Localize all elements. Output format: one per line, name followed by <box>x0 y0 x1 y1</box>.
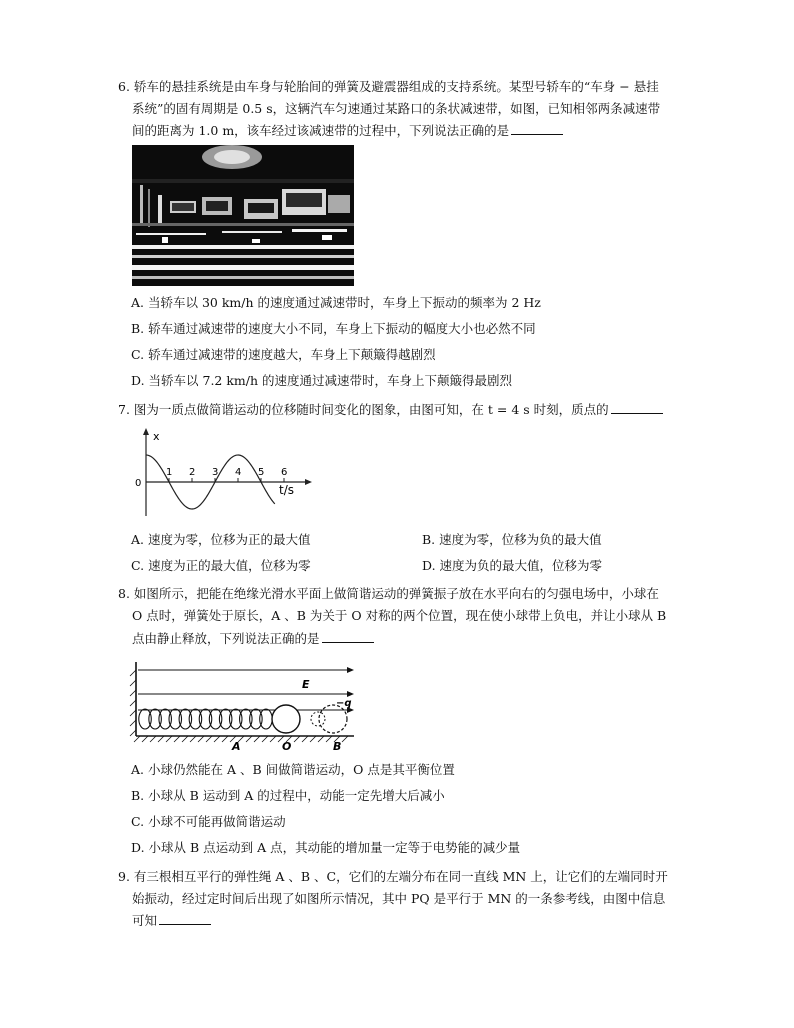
q8-option-a: A. 小球仍然能在 A 、B 间做简谐运动，O 点是其平衡位置 <box>131 762 455 777</box>
q8-option-d: D. 小球从 B 点运动到 A 点，其动能的增加量一定等于电势能的减少量 <box>131 840 521 855</box>
graph-tick-label: 1 <box>166 467 173 478</box>
q9-line-2: 始振动，经过定时间后出现了如图所示情况，其中 PQ 是平行于 MN 的一条参考线，由图中信息 <box>132 891 666 906</box>
q7-line-1 <box>118 402 663 418</box>
graph-tick-label: 4 <box>235 467 242 478</box>
q6-line-1: 6. 轿车的悬挂系统是由车身与轮胎间的弹簧及避震器组成的支持系统。某型号轿车的“车身 − 悬挂 <box>118 79 659 94</box>
floor-hatch-line <box>174 736 180 742</box>
graph-tick-label: 5 <box>258 467 265 478</box>
floor-hatch-line <box>198 736 204 742</box>
floor-hatch-line <box>310 736 316 742</box>
q6-line-3 <box>132 123 563 139</box>
floor-hatch-line <box>222 736 228 742</box>
q8-option-b: B. 小球从 B 运动到 A 的过程中，动能一定先增大后减小 <box>131 788 445 803</box>
graph-y-label: x <box>153 430 160 443</box>
displacement-time-graph <box>130 426 330 522</box>
point-o-label: O <box>282 740 292 753</box>
q6-option-b: B. 轿车通过减速带的速度大小不同，车身上下振动的幅度大小也必然不同 <box>131 321 536 336</box>
graph-tick-label: 6 <box>281 467 288 478</box>
ball-at-b-dashed <box>319 705 347 733</box>
q6-line-2: 系统”的固有周期是 0.5 s，这辆汽车匀速通过某路口的条状减速带，如图，已知相邻两条减速带 <box>132 101 661 116</box>
floor-hatching <box>134 736 348 742</box>
q6-line-3-text: 间的距离为 1.0 m，该车经过该减速带的过程中，下列说法正确的是 <box>132 123 510 138</box>
speed-bump-photo-graphic <box>132 145 354 286</box>
spring <box>139 709 272 729</box>
point-b-label: B <box>333 740 342 753</box>
left-wall-hatching <box>130 670 136 736</box>
graph-origin-label: 0 <box>135 478 142 489</box>
graph-y-arrow <box>143 428 149 435</box>
floor-hatch-line <box>182 736 188 742</box>
speed-bump-photo <box>132 145 354 286</box>
q7-option-d: D. 速度为负的最大值，位移为零 <box>422 558 603 573</box>
ball-at-o <box>272 705 300 733</box>
spring-oscillator-figure <box>128 656 360 756</box>
point-a-label: A <box>232 740 241 753</box>
graph-tick-label: 3 <box>212 467 219 478</box>
floor-hatch-line <box>206 736 212 742</box>
electric-field-lines <box>138 670 350 710</box>
q7-option-b: B. 速度为零，位移为负的最大值 <box>422 532 602 547</box>
floor-hatch-line <box>342 736 348 742</box>
q6-option-a: A. 当轿车以 30 km/h 的速度通过减速带时，车身上下振动的频率为 2 Hz <box>131 295 541 310</box>
floor-hatch-line <box>246 736 252 742</box>
floor-hatch-line <box>262 736 268 742</box>
field-arrow-1 <box>347 667 354 673</box>
q9-line-1: 9. 有三根相互平行的弹性绳 A 、B 、C，它们的左端分布在同一直线 MN 上，让它们的左端同时开 <box>118 869 668 884</box>
q8-line-3-text: 点由静止释放，下列说法正确的是 <box>132 631 320 646</box>
ball-small-dashed <box>311 712 325 726</box>
floor-hatch-line <box>214 736 220 742</box>
floor-hatch-line <box>150 736 156 742</box>
q9-line-3 <box>132 913 211 929</box>
floor-hatch-line <box>142 736 148 742</box>
q8-option-c: C. 小球不可能再做简谐运动 <box>131 814 286 829</box>
graph-x-label: t/s <box>279 483 294 497</box>
field-arrow-2 <box>347 691 354 697</box>
floor-hatch-line <box>166 736 172 742</box>
floor-hatch-line <box>294 736 300 742</box>
floor-hatch-line <box>270 736 276 742</box>
graph-ticks <box>166 467 287 482</box>
q9-answer-blank <box>159 913 211 925</box>
floor-hatch-line <box>158 736 164 742</box>
floor-hatch-line <box>254 736 260 742</box>
q9-line-3-text: 可知 <box>132 913 158 928</box>
q7-line-1-text: 7. 图为一质点做简谐运动的位移随时间变化的图象，由图可知，在 t = 4 s 时刻，质点的 <box>118 402 609 417</box>
floor-hatch-line <box>134 736 140 742</box>
floor-hatch-line <box>318 736 324 742</box>
field-label-e: E <box>302 678 310 691</box>
graph-x-arrow <box>305 479 312 485</box>
q7-answer-blank <box>611 402 663 414</box>
q6-option-c: C. 轿车通过减速带的速度越大，车身上下颠簸得越剧烈 <box>131 347 436 362</box>
q6-answer-blank <box>511 123 563 135</box>
q6-option-d: D. 当轿车以 7.2 km/h 的速度通过减速带时，车身上下颠簸得最剧烈 <box>131 373 513 388</box>
q7-option-a: A. 速度为零，位移为正的最大值 <box>131 532 311 547</box>
q8-line-2: O 点时，弹簧处于原长，A 、B 为关于 O 对称的两个位置，现在使小球带上负电，并让小球从 B <box>132 608 667 623</box>
graph-tick-label: 2 <box>189 467 196 478</box>
floor-hatch-line <box>302 736 308 742</box>
charge-label: −q <box>336 698 352 709</box>
q8-line-1: 8. 如图所示，把能在绝缘光滑水平面上做简谐运动的弹簧振子放在水平向右的匀强电场中，小球在 <box>118 586 659 601</box>
q7-option-c: C. 速度为正的最大值，位移为零 <box>131 558 311 573</box>
floor-hatch-line <box>326 736 332 742</box>
floor-hatch-line <box>190 736 196 742</box>
q8-answer-blank <box>322 631 374 643</box>
q8-line-3 <box>132 631 374 647</box>
